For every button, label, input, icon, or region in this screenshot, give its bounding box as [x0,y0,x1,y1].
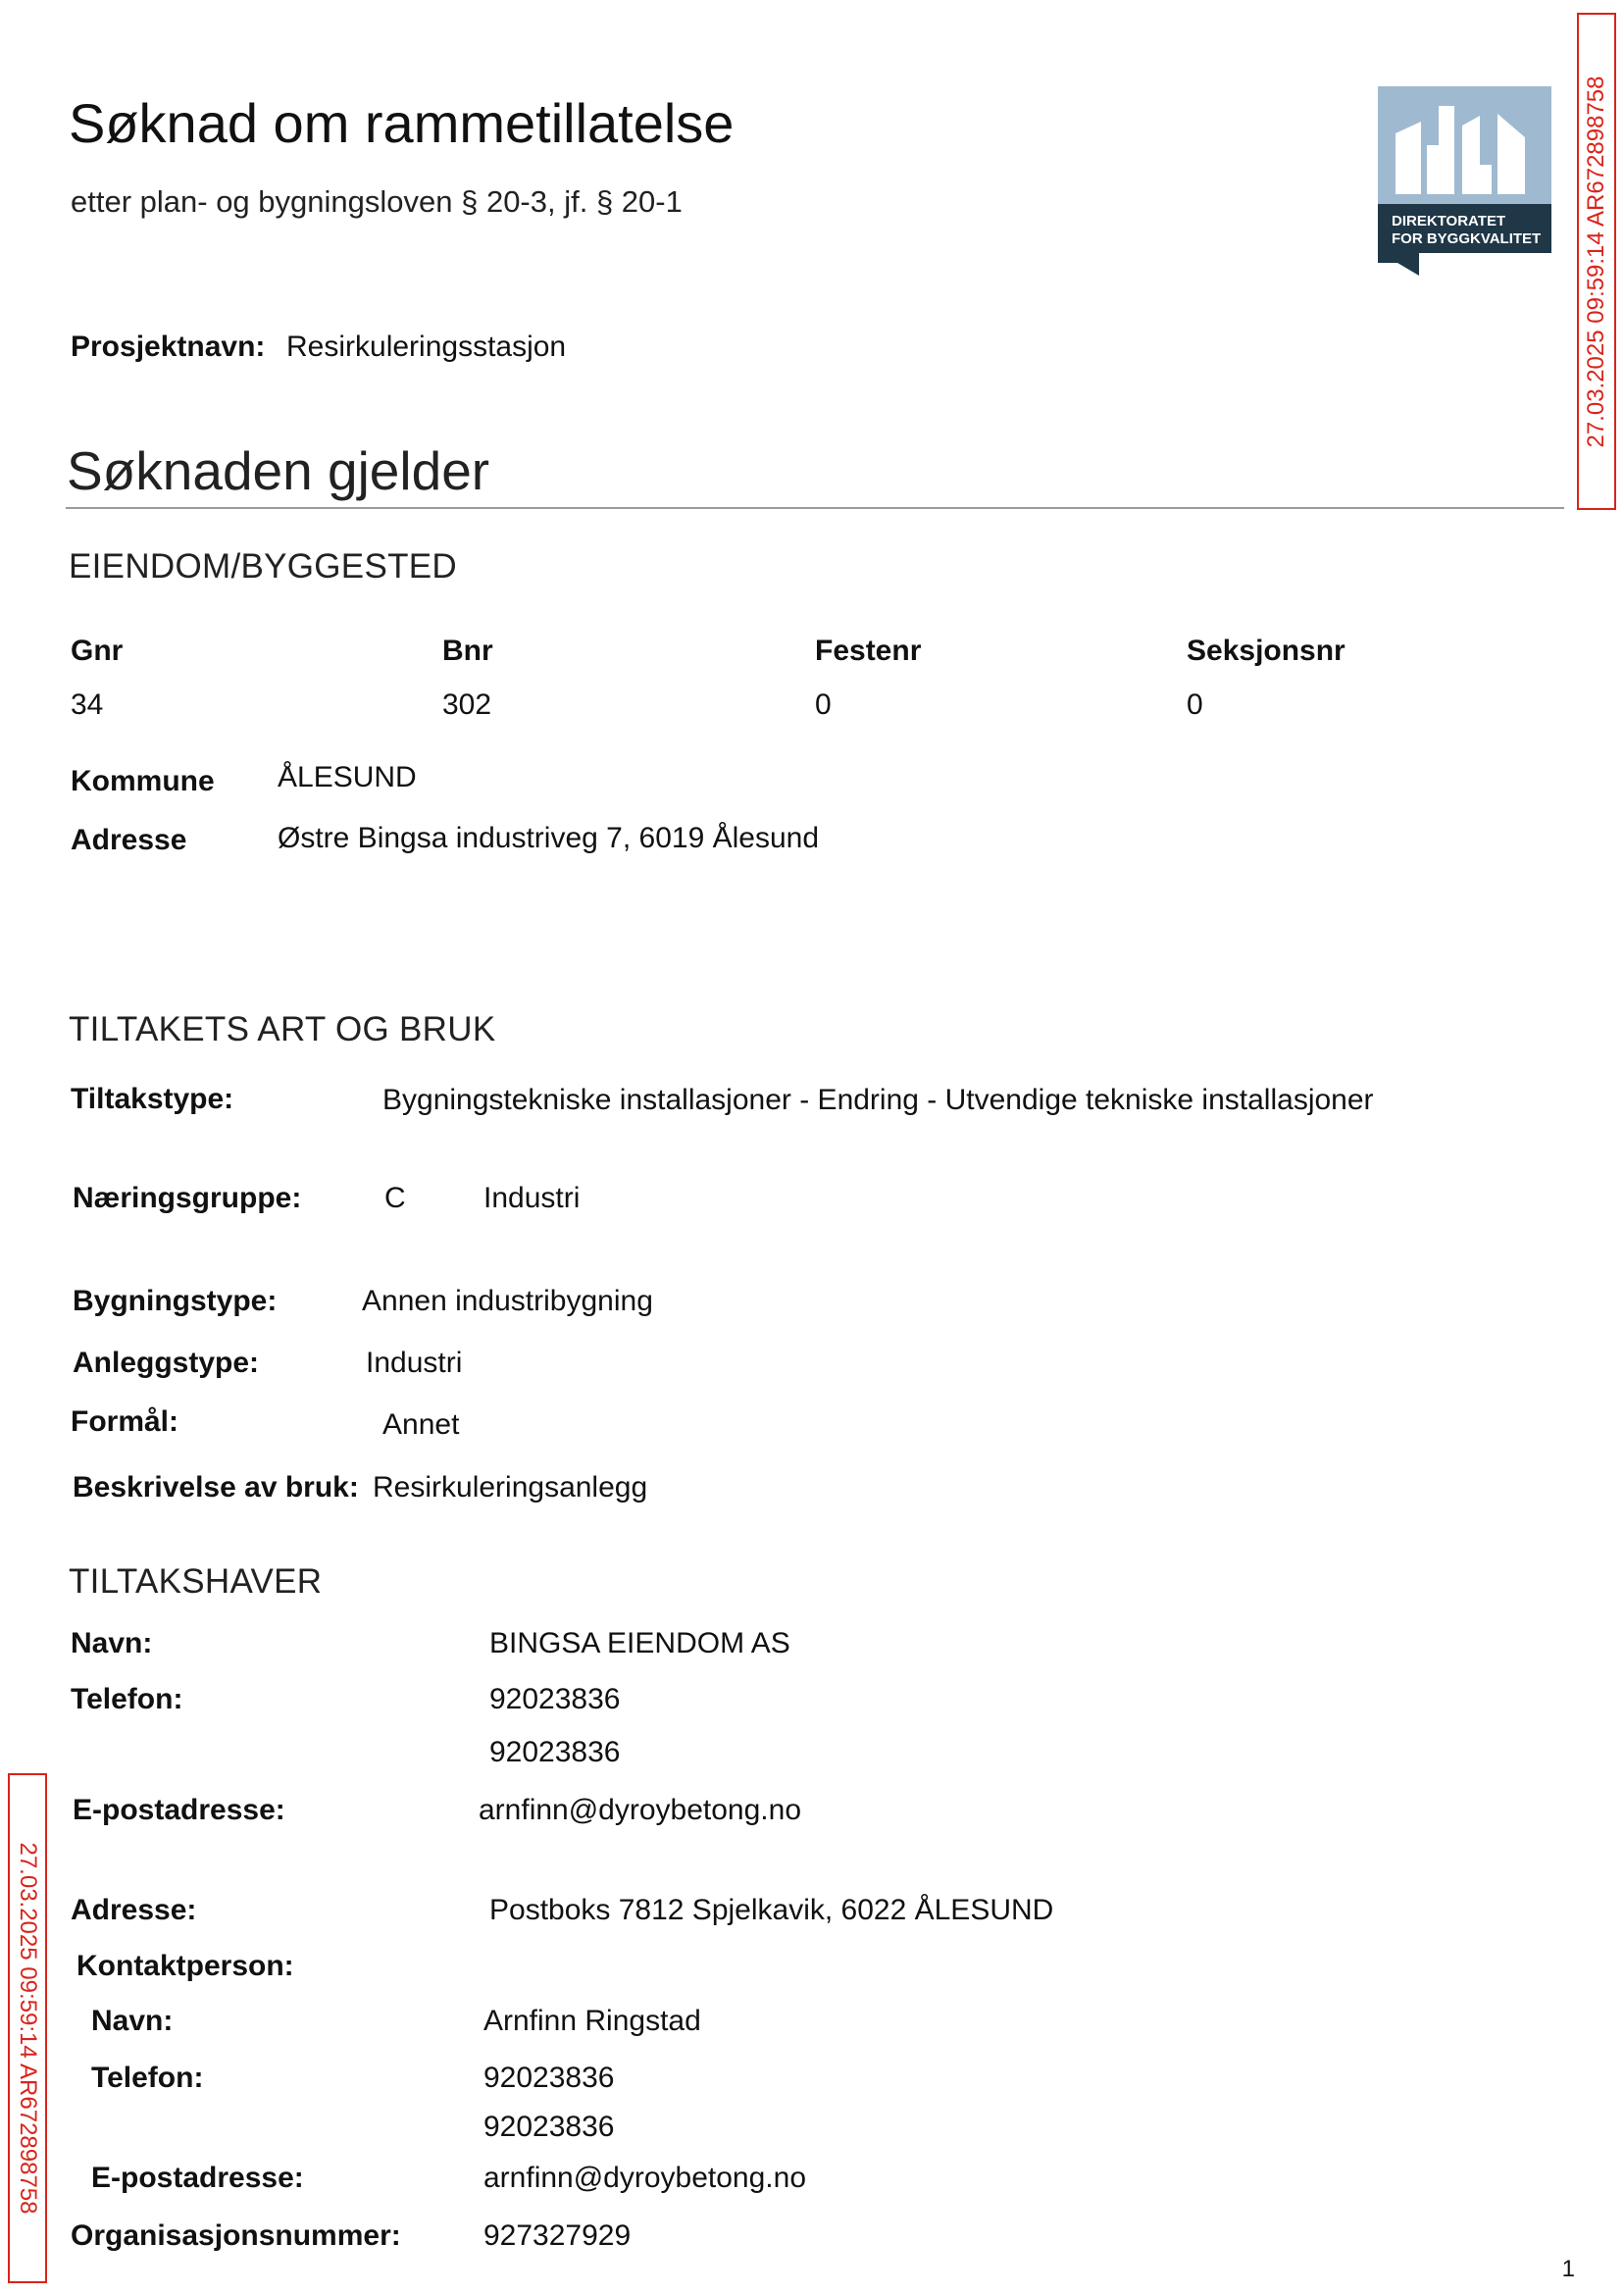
bnr-value: 302 [442,688,492,721]
tiltakshaver-navn-label: Navn: [71,1627,153,1659]
adresse-label: Adresse [71,824,187,856]
document-subtitle: etter plan- og bygningsloven § 20-3, jf. § 20-1 [71,184,683,219]
seksjonsnr-value: 0 [1187,688,1203,721]
tiltakshaver-navn-value: BINGSA EIENDOM AS [489,1627,790,1659]
archive-stamp-left [8,1773,47,2283]
kontakt-epost-label: E-postadresse: [91,2162,304,2194]
anleggstype-value: Industri [366,1347,463,1379]
beskrivelse-value: Resirkuleringsanlegg [373,1471,648,1504]
bnr-label: Bnr [442,635,493,667]
svg-text:DIREKTORATET: DIREKTORATET [1392,213,1506,229]
beskrivelse-label: Beskrivelse av bruk: [73,1471,359,1504]
tiltakshaver-telefon-label: Telefon: [71,1683,183,1715]
naeringsgruppe-code: C [384,1182,406,1214]
orgnr-value: 927327929 [483,2219,632,2252]
section-title: Søknaden gjelder [67,440,490,501]
tiltakshaver-telefon-value-1: 92023836 [489,1683,621,1715]
document-title: Søknad om rammetillatelse [69,92,735,154]
kontakt-navn-value: Arnfinn Ringstad [483,2005,701,2037]
kontakt-navn-label: Navn: [91,2005,174,2037]
gnr-value: 34 [71,688,104,721]
archive-stamp-right [1577,13,1616,510]
project-value: Resirkuleringsstasjon [286,331,567,363]
festenr-value: 0 [815,688,832,721]
tiltakshaver-epost-value: arnfinn@dyroybetong.no [479,1794,802,1826]
tiltakshaver-adresse-value: Postboks 7812 Spjelkavik, 6022 ÅLESUND [489,1894,1054,1926]
tiltakshaver-adresse-label: Adresse: [71,1894,197,1926]
formal-label: Formål: [71,1405,179,1438]
kontakt-epost-value: arnfinn@dyroybetong.no [483,2162,807,2194]
adresse-value: Østre Bingsa industriveg 7, 6019 Ålesund [278,822,819,854]
kommune-label: Kommune [71,765,215,797]
bygningstype-value: Annen industribygning [362,1285,653,1317]
naeringsgruppe-value: Industri [483,1182,581,1214]
festenr-label: Festenr [815,635,922,667]
kontakt-telefon-label: Telefon: [91,2062,204,2094]
kommune-value: ÅLESUND [278,761,417,793]
orgnr-label: Organisasjonsnummer: [71,2219,401,2252]
section-divider [66,507,1564,509]
page-number: 1 [1561,2256,1575,2282]
tiltakshaver-heading: TILTAKSHAVER [69,1562,323,1601]
logo-graphic-icon [1378,86,1551,276]
svg-text:FOR BYGGKVALITET: FOR BYGGKVALITET [1392,230,1542,247]
tiltakshaver-telefon-value-2: 92023836 [489,1736,621,1768]
property-heading: EIENDOM/BYGGESTED [69,547,457,586]
anleggstype-label: Anleggstype: [73,1347,260,1379]
tiltakshaver-epost-label: E-postadresse: [73,1794,285,1826]
formal-value: Annet [382,1408,460,1441]
tiltakstype-value: Bygningstekniske installasjoner - Endring - Utvendige tekniske installasjoner [382,1084,1374,1116]
project-label: Prosjektnavn: [71,331,266,363]
naeringsgruppe-label: Næringsgruppe: [73,1182,302,1214]
stamp-text: 27.03.2025 09:59:14 AR672898758 [15,1842,41,2215]
kontakt-telefon-value-2: 92023836 [483,2111,615,2143]
kontaktperson-label: Kontaktperson: [76,1950,294,1982]
bygningstype-label: Bygningstype: [73,1285,278,1317]
tiltakstype-label: Tiltakstype: [71,1083,234,1115]
dibk-logo [1378,86,1551,276]
seksjonsnr-label: Seksjonsnr [1187,635,1345,667]
kontakt-telefon-value-1: 92023836 [483,2062,615,2094]
gnr-label: Gnr [71,635,124,667]
stamp-text: 27.03.2025 09:59:14 AR672898758 [1583,75,1609,448]
tiltak-heading: TILTAKETS ART OG BRUK [69,1010,496,1048]
